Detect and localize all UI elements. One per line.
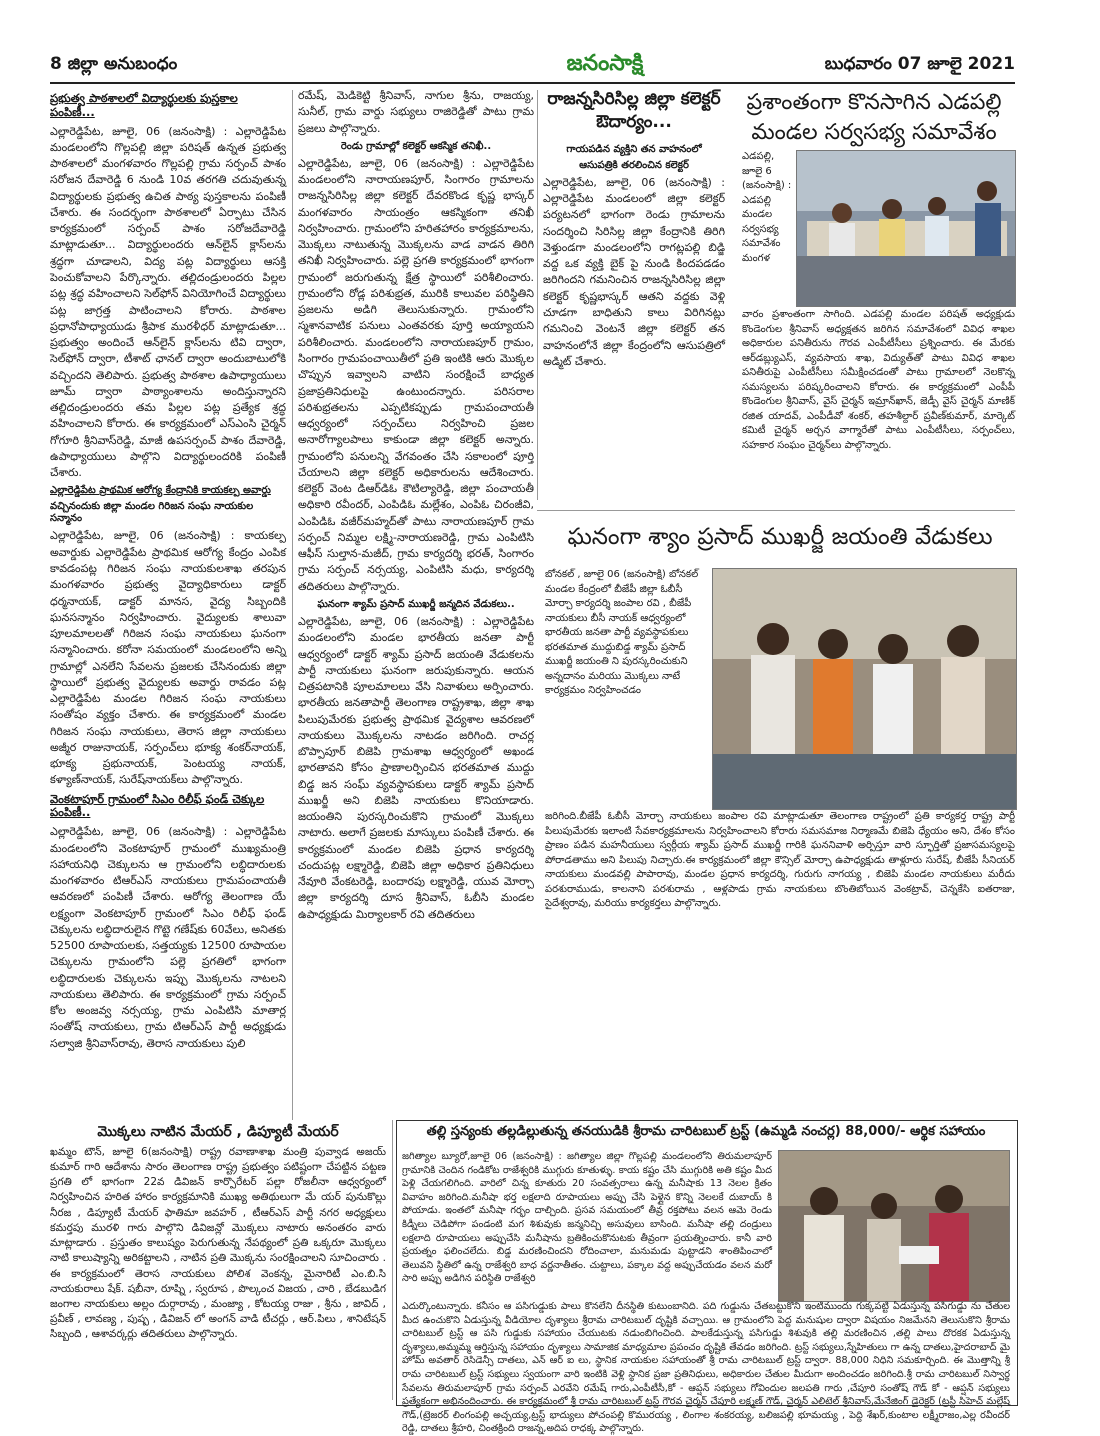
story-body-mukherjee: జరిగింది.బీజేపీ ఓబీసీ మోర్చా నాయకులు జంపాల రవి మాట్లాడుతూ తెలంగాణ రాష్ట్రంలో ప్రతి కార్యకర్త రాష్ట్ర పార్టీ పిలుపుమేరకు ఇలాంటి సేవకార్యక్రమాలను నిర్వహించాలని కోరారు సమసమాజ నిర్మాణమే బిజెపి ధ్యేయం అని, దేశం కోసం ప్రాణం పడిన మహనీయులు స్వర్గీయ శ్యామ్ ప్రసాద్ ముఖర్జీ గారికి ఘననివాళి అర్పిస్తూ వారి స్ఫూర్తితో ప్రజాసమస్యలపై పోరాడతాము అని పిలుపు నిచ్చారు.ఈ కార్యక్రమంలో జిల్లా కౌన్సిల్ మోర్చా ఉపాధ్యక్షుడు తాళ్లూరు సురేష్, బీజేపీ సీనియర్ నాయకులు మండవల్లి పాపారావు, మండల ప్రధాన కార్యదర్శి, గురుగు నాగయ్య , బిజెపి మండల నాయకులు మరీదు పరశురాముడు, కాలనాని పరశురామ , ఆళ్లపాడు గ్రామ నాయకులు బొంతిబోయిన వెంకట్రావ్, చెన్నకేసి ఐతరాజు, సైదేశ్వరావు, మరియు కార్యకర్తలు పాల్గొన్నారు. — [545, 811, 1015, 909]
story-headline-charity: తల్లి స్తన్యంకు తల్లడిల్లుతున్న తనయుడికి శ్రీరామ చారిటబుల్ ట్రస్ట్ (ఉమ్మడి నంచర్ల) 88,000/- ఆర్థిక సహాయం — [426, 1124, 986, 1139]
story-subheadline-1: గాయపడిన వ్యక్తిని తన వాహనంలో — [566, 143, 702, 155]
charity-body-block — [402, 1300, 1010, 1435]
story-headline-mayor: మొక్కలు నాటిన మేయర్ , డిప్యూటీ మేయర్ — [97, 1124, 339, 1140]
story-dateline-edapalli: ఎడపల్లి, జూలై 6 (జనంసాక్షి) : ఎడపల్లి మండల సర్వసభ్య సమావేశం మంగళ — [742, 151, 792, 264]
mayor-story — [50, 1120, 386, 1405]
edapalli-body-block — [742, 308, 1015, 508]
charity-photo — [778, 1150, 1010, 1302]
story-headline-edapalli: ప్రశాంతంగా కొనసాగిన ఎడపల్లి మండల సర్వసభ్య సమావేశం — [746, 90, 1002, 145]
story-headline-cmrf: వెంకటాపూర్ గ్రామంలో సిఎం రిలీఫ్ ఫండ్ చెక్కుల పంపిణీ.. — [50, 791, 265, 820]
meeting-photo — [796, 150, 1016, 307]
masthead — [50, 50, 1015, 84]
story-headline-collector-kindness: రాజన్నసిరిసిల్ల జిల్లా కలెక్టర్ ఔదార్యం... — [547, 89, 721, 132]
charity-lead-block — [402, 1150, 772, 1285]
column-1 — [50, 88, 286, 1113]
story-headline-mukherjee: ఘనంగా శ్యాం ప్రసాద్ ముఖర్జీ జయంతి వేడుకలు — [567, 524, 993, 550]
column-3 — [543, 88, 725, 498]
column-rule — [392, 1120, 393, 1400]
story-lead-charity: జగిత్యాల బ్యూరో,జూలై 06 (జనంసాక్షి) : జగిత్యాల జిల్లా గొల్లపల్లి మండలంలోని తిరుమలాపూర్ గ్రామానికి చెందిన గండికోట రాజేశ్వరికి ముగ్గురు కూతుళ్ళు. కాయ కష్టం చేసి ముగ్గురికి అతి కష్టం మీద పెళ్లి చేయగలిగింది. వారిలో చిన్న కూతురు 20 సంవత్సరాలు ఉన్న మనీషాకు 13 నెలల క్రితం వివాహం జరిగింది.మనీషా భర్త లక్షలాది రూపాయలు అప్పు చేసి పెళ్లైన కొన్ని నెలలకే దుబాయ్ కి పోయాడు. ఇంతలో మనీషా గర్భం దాల్చింది. ప్రసవ సమయంలో తీవ్ర రక్తపోటు వలన ఆమె రెండు కిడ్నీలు చెడిపోగా పండంటి మగ శిశువుకు జన్మనిచ్చి అసువులు బాసింది. మనీషా తల్లి దండ్రులు లక్షలాది రూపాయలు అప్పుచేసి మనీషాను బ్రతికించుకొనుటకు తీవ్రంగా ప్రయత్నించారు. కానీ వారి ప్రయత్నం ఫలించలేదు. బిడ్డ మరణించిందని రోదించాలా, మనుమడు పుట్టాడని శాంతిపించాలో తెలువని స్థితిలో ఉన్న రాజేశ్వరి బాధ వర్ణనాతీతం. చుట్టాలు, పక్కాల వద్ద అప్పుచేయడం వలన మరో సారి అప్పు అడిగిన పరిస్థితి రాజేశ్వరి — [402, 1151, 772, 1285]
column-2 — [298, 88, 534, 1118]
page-label: 8 జిల్లా అనుబంధం — [50, 54, 178, 74]
story-subheadline-2: ఆసుపత్రికి తరలించిన కలెక్టర్ — [579, 159, 689, 171]
story-headline-jayanti: ఘనంగా శ్యామ్ ప్రసాద్ ముఖర్జీ జన్మదిన వేడుకలు.. — [317, 598, 515, 610]
story-body-charity: ఎదుర్కొంటున్నారు. కనీసం ఆ పసిగుడ్డుకు పాలు కొనలేని దీనస్థితి కుటుంబానిది. పది గుడ్డును చేతబట్టుకొని ఇంటిముందు గుక్కపట్టి ఏడుస్తున్న పసిగుడ్డు ను చేతుల మీద ఉంచుకొని ఏడుస్తున్న వీడియోల దృశ్యాలు శ్రీరామ చారిటబుల్ దృష్టికి వచ్చాయి. ఆ గ్రామంలోని పెద్ద మనుషుల ద్వారా విషయం నిజమేనని తెలుసుకొని శ్రీరామ చారిటబుల్ ట్రస్ట్ ఆ పసి గుడ్డుకు సహాయం చేయుటకు నడుంబిగించింది. పాలకేడుస్తున్న పసిగుడ్డు శిశువుకి తల్లి మరణించిన ,తల్లి పాలు దొరకక ఏడుస్తున్న దృశ్యాలు,అమ్మమ్మ ఆర్తిస్తున్న సహాయం దృశ్యాలు సామాజిక మాధ్యమాల ప్రపంచం దృష్టికి తేవడం జరిగింది. ట్రస్ట్ సభ్యులు,స్నేహితులు గా ఉన్న దాతలు,హైదరాబాద్ మై హోమ్ అవతార్ రెసిడెన్సీ దాతలు, ఎన్ ఆర్ ఐ లు, స్థానిక నాయకుల సహాయంతో శ్రీ రామ చారిటబుల్ ట్రస్ట్ ద్వారా. 88,000 నిధిని సమకూర్చింది. ఈ మొత్తాన్ని శ్రీ రామ చారిటబుల్ ట్రస్ట్ సభ్యులు స్వయంగా వారి ఇంటికి వెళ్లి స్థానిక ప్రజా ప్రతినిధులు, అధికారుల చేతుల మీదుగా అందించడం జరిగింది.శ్రీ రామ చారిటబుల్ నిస్వార్థ సేవలను తిరుమలాపూర్ గ్రామ సర్పంచ్ ఎరవేని రమేష్ గారు,ఎంపీటీసీ,కో - ఆప్షన్ సభ్యులు గోవిందుల జలపతి గారు ,చేపూరి సంతోష్ గౌడ్ కో - ఆప్షన్ సభ్యులు ప్రత్యేకంగా అభినందించారు. ఈ కార్యక్రమంలో శ్రీ రామ చారిటబుల్ ట్రస్ట్ గౌరవ చైర్మన్ చేపూరి లక్ష్మణ్ గౌడ్, చైర్మన్ ఎలిటెల్ శ్రీనివాస్,మేనేజింగ్ డైరెక్టర్ (ట్రస్టీ సిహెచ్ మల్లేష్ గౌడ్,(ట్రెజరర్ లింగంపల్లి అచ్చయ్య,ట్రస్ట్ భాద్యులు పోచంపల్లి కొమురయ్య , లింగాల శంకరయ్య, బలిజపల్లి భూమయ్య , పెద్ది శేఖర్,కుంటాల లక్ష్మీరాజం,ఎల్ల రవీందర్ రెడ్డి, దాతలు శ్రీహరి, చింతక్రింది రాజన్న,అదిప రాధక్క పాల్గొన్నారు. — [402, 1301, 1010, 1435]
issue-date: బుధవారం 07 జూలై 2021 — [824, 54, 1015, 74]
story-body-mayor: ఖమ్మం టౌన్, జూలై 6(జనంసాక్షి) రాష్ట్ర రవాణాశాఖ మంత్రి పువ్వాడ అజయ్ కుమార్ గారి ఆదేశాను సారం తెలంగాణ రాష్ట్ర ప్రభుత్వం పటిష్టంగా చేపట్టిన పట్టణ ప్రగతి లో భాగంగా 22వ డివిజన్ కార్పొరేటర్ పల్లా రోజలీనా ఆధ్వర్యంలో నిర్వహించిన హరిత హారం కార్యక్రమానికి ముఖ్య అతిథులుగా మే యర్ పునుకొల్లు నీరజ , డిప్యూటీ మేయర్ ఫాతిమా జవహర్ , టీఆర్ఎస్ పార్టీ నగర అధ్యక్షులు కమర్తపు మురళి గారు పాల్గొని డివిజన్లో మొక్కలు నాటారు అనంతరం వారు మాట్లాడారు . ప్రస్తుతం కాలుష్యం పెరుగుతున్న నేపథ్యంలో ప్రతి ఒక్కరూ మొక్కలు నాటి కాలుష్యాన్ని అరికట్టాలని , నాటిన ప్రతి మొక్కను సంరక్షించాలని సూచించారు . ఈ కార్యక్రమంలో తెరాస నాయకులు పోలిశ వెంకన్న, మైనారిటీ ఎం.బి.సి నాయకురాలు షేక్. షబీనా, రూష్ని , స్వరూప , పొల్కంచ విజయ , చారి , బేడబుడిగ జంగాల నాయకులు అల్లం దుర్గారావు , మంజ్యా , కోటయ్య రాజు , శ్రీను , జావిద్ , ప్రవీణ్ , లావణ్య , పుష్ప , డివిజన్ లో అంగన్ వాడి టీచర్లు , ఆర్.పిలు , శానిటేషన్ సిబ్బంది , ఆశావర్కర్లు తదితరులు పాల్గొన్నారు. — [50, 1145, 386, 1341]
mukherjee-body-block — [545, 810, 1015, 1110]
mukherjee-lead-block — [545, 568, 705, 808]
story-lead-mukherjee: బోనకల్ , జూలై 06 (జనంసాక్షి) బోనకల్ మండల కేంద్రంలో బీజేపీ జిల్లా ఓబీసీ మోర్చా కార్యదర్శి జంపాల రవి , బీజేపీ నాయకులు బీసీ నాయక్ ఆధ్వర్యంలో భారతీయ జనతా పార్టీ వ్యవస్థాపకులు భరతమాత ముద్దుబిడ్డ శ్యామ్ ప్రసాద్ ముఖర్జీ జయంతి ని పురస్కరించుకుని అన్నదానం మరియు మొక్కలు నాటే కార్యక్రమం నిర్వహించడం — [545, 569, 699, 696]
story-body-edapalli: వారం ప్రశాంతంగా సాగింది. ఎడపల్లి మండల పరిషత్ అధ్యక్షుడు కొండెంగుల శ్రీనివాస్ అధ్యక్షతన జరిగిన సమావేశంలో వివిధ శాఖల అధికారుల పనితీరును గౌరవ ఎంపీటీసీలు ప్రశ్నించారు. ఈ మేరకు ఆర్‌డబ్ల్యుఎస్, వ్యవసాయ శాఖ, విద్యుత్‌తో పాటు వివిధ శాఖల పనితీరుపై ఎంపీటీసీలు సమీక్షించడంతో పాటు గ్రామాలలో నెలకొన్న సమస్యలను పరిష్కరించాలని కోరారు. ఈ కార్యక్రమంలో ఎంపీపీ కొండెంగుల శ్రీనివాస్, వైస్ చైర్మన్ ఇమ్రాన్‌ఖాన్, జెడ్పీ వైస్ చైర్మన్ మాణిక్ రజిత యాదవ్, ఎంపీడీవో శంకర్, తహశీల్దార్ ప్రవీణ్‌కుమార్, మార్కెట్ కమిటీ చైర్మన్ అర్చన వాగ్మారేతో పాటు ఎంపీటీసీలు, సర్పంచ్‌లు, సహకార సంఘం చైర్మన్‌లు పాల్గొన్నారు. — [742, 309, 1015, 451]
story-headline-books: ప్రభుత్వ పాఠశాలలో విద్యార్థులకు పుస్తకాల పంపిణీ... — [50, 91, 238, 119]
column-rule — [292, 90, 293, 1120]
story-body-collector-visit: ఎల్లారెడ్డిపేట, జూలై, 06 (జనంసాక్షి) : ఎల్లారెడ్డిపేట మండలంలోని నారాయణపూర్, సింగారం గ్రామాలను రాజన్నసిరిసిల్ల జిల్లా కలెక్టర్ దేవరకొండ కృష్ణ భాస్కర్ మంగళవారం సాయంత్రం ఆకస్మికంగా తనిఖీ నిర్వహించారు. గ్రామంలోని హరితహారం కార్యక్రమాలను, మొక్కలు నాటుతున్న మొక్కలను వాడ వాడన తిరిగి తనిఖీ నిర్వహించారు. పల్లె ప్రగతి కార్యక్రమంలో భాగంగా గ్రామంలో జరుగుతున్న క్షేత్ర స్థాయిలో పరిశీలించారు. గ్రామంలోని రోడ్ల పరిశుభ్రత, మురికి కాలువల పరిస్థితిని ప్రజలను అడిగి తెలుసుకున్నారు. గ్రామంలోని స్మశానవాటిక పనులు ఎంతవరకు పూర్తి అయ్యాయని పరిశీలించారు. మండలంలోని నారాయణపూర్ గ్రామం, సింగారం గ్రామపంచాయితీలో ప్రతి ఇంటికి ఆరు మొక్కల చొప్పున ఇవ్వాలని వాటిని సంరక్షించే బాధ్యత ప్రజాప్రతినిధులపై ఉంటుందన్నారు. పరిసరాల పరిశుభ్రతలను ఎప్పటికప్పుడు గ్రామపంచాయతీ ఆధ్వర్యంలో సర్పంచ్‌లు నిర్వహించి ప్రజల అనారోగ్యాలపాలు కాకుండా జిల్లా కలెక్టర్ అన్నారు. గ్రామంలోని పనులన్ని వేగవంతం చేసి సకాలంలో పూర్తి చేయాలని జిల్లా కలెక్టర్ అధికారులను ఆదేశించారు. కలెక్టర్ వెంట డిఆర్‌డిఓ కౌటిల్యారెడ్డి, జిల్లా పంచాయతీ అధికారి రవీందర్, ఎంపిడిఓ మల్లేశం, ఎంపిఓ చిరంజీవి, ఎంపిడిఓ వజీర్‌మహ్మద్‌తో పాటు నారాయణపూర్ గ్రామ సర్పంచ్ నిమ్మల లక్ష్మి-నారాయణరెడ్డి, గ్రామ ఎంపిటిసి ఆఫీస్ సుల్తాన-మజీద్, గ్రామ కార్యదర్శి భరత్, సింగారం గ్రామ సర్పంచ్ నర్సయ్య, ఎంపిటిసి మధు, కార్యదర్శి తదితరులు పాల్గొన్నారు. — [298, 156, 534, 593]
story-headline-collector-visit: రెండు గ్రామాల్లో కలెక్టర్ ఆకస్మిక తనిఖీ.. — [340, 140, 492, 152]
story-body-continued: రమేష్, మెడికెట్టి శ్రీనివాస్, నాగుల శ్రీను, రాజయ్య, సునీల్, గ్రామ వార్డు సభ్యులు రాజిరెడ్డితో పాటు గ్రామ ప్రజలు పాల్గొన్నారు. — [298, 89, 534, 135]
charity-spacer — [402, 1240, 774, 1302]
story-body-jayanti: ఎల్లారెడ్డిపేట, జూలై, 06 (జనంసాక్షి) : ఎల్లారెడ్డిపేట మండలంలోని మండల భారతీయ జనతా పార్టీ ఆధ్వర్యంలో డాక్టర్ శ్యామ్ ప్రసాద్ జయంతి వేడుకలను పార్టీ నాయకులు ఘనంగా జరుపుకున్నారు. ఆయన చిత్రపటానికి పూలమాలలు వేసి నివాళులు అర్పించారు. భారతీయ జనతాపార్టీ తెలంగాణ రాష్ట్రశాఖ, జిల్లా శాఖ పిలుపుమేరకు ప్రభుత్వ ప్రాథమిక వైద్యశాల ఆవరణలో నాయకులు మొక్కలను నాటడం జరిగింది. రాచర్ల బొప్పాపూర్ బిజెపి గ్రామశాఖ ఆధ్వర్యంలో అఖండ భారతావని కోసం ప్రాణాలర్పించిన భరతమాత ముద్దు బిడ్డ జన సంఘ్ వ్యవస్థాపకులు డాక్టర్ శ్యామ్ ప్రసాద్ ముఖర్జీ అని బిజెపి నాయకులు కొనియాడారు. జయంతిని పురస్కరించుకొని గ్రామంలో మొక్కలు నాటారు. అలాగే ప్రజలకు మాస్కులు పంపిణీ చేశారు. ఈ కార్యక్రమంలో మండల బిజెపి ప్రధాన కార్యదర్శి చందుపట్ల లక్ష్మారెడ్డి, బిజెపి జిల్లా అధికార ప్రతినిధులు నేవూరి వేంకటరెడ్డి, బందారపు లక్ష్మారెడ్డి, యువ మోర్చా జిల్లా కార్యదర్శి దూస శ్రీనివాస్, ఓబీసి మండల ఉపాధ్యక్షుడు మిర్యాలకార్ రవి తదితరులు — [298, 614, 534, 921]
mukherjee-headline-block — [545, 522, 1015, 570]
column-rule — [537, 90, 538, 500]
edapalli-dateline-block — [742, 150, 792, 300]
story-body-cmrf: ఎల్లారెడ్డిపేట, జూలై, 06 (జనంసాక్షి) : ఎల్లారెడ్డిపేట మండలంలోని వెంకటాపూర్ గ్రామంలో ముఖ్యమంత్రి సహాయనిధి చెక్కులను ఆ గ్రామంలోని లబ్ధిదారులకు మంగళవారం టిఆర్ఎస్ నాయకులు గ్రామపంచాయతీ ఆవరణలో పంపిణీ చేశారు. ఆరోగ్య తెలంగాణ యే లక్ష్యంగా వెంకటాపూర్ గ్రామంలో సిఎం రిలీఫ్ ఫండ్ చెక్కులను లబ్ధిదారులైన గొట్టె గణేష్‌కు 60వేలు, అనితకు 52500 రూపాయలకు, సత్తయ్యకు 12500 రూపాయల చెక్కులను గ్రామంలోని పల్లె ప్రగతిలో భాగంగా లబ్ధిదారులకు చెక్కులను ఇప్పు మొక్కలను నాటలని నాయకులు తెలిపారు. ఈ కార్యక్రమంలో గ్రామ సర్పంచ్ కోల అంజవ్వ నర్సయ్య, గ్రామ ఎంపిటిసి మాతార్ల సంతోష్ నాయకులు, గ్రామ టిఆర్ఎస్ పార్టీ అధ్యక్షుడు సల్వాజి శ్రీనివాస్‌రావు, తెరాస నాయకులు పులి — [50, 825, 286, 1050]
jayanti-event-photo — [712, 568, 1017, 810]
story-subheadline-award: వచ్చినందుకు జిల్లా మండల గిరిజన సంఘ నాయకుల సన్మానం — [50, 501, 254, 525]
section-rule — [537, 510, 1015, 511]
newspaper-logo: జనంసాక్షి — [566, 50, 644, 76]
story-body-award: ఎల్లారెడ్డిపేట, జూలై, 06 (జనంసాక్షి) : కాయకల్ప అవార్డుకు ఎల్లారెడ్డిపేట ప్రాథమిక ఆరోగ్య కేంద్రం ఎంపిక కావడంపట్ల గిరిజన సంఘ నాయకులశాఖ తరపున మంగళవారం ప్రభుత్వ వైద్యాధికారులు డాక్టర్ ధర్మనాయక్, డాక్టర్ మానస, వైద్య సిబ్బందికి ఘనసన్మానం నిర్వహించారు. వైద్యులకు శాలువా పూలమాలలతో గిరిజన సంఘ నాయకులు ఘనంగా సన్మానించారు. కరోనా సమయంలో మండలంలోని అన్ని గ్రామాల్లో ఎనలేని సేవలను ప్రజలకు చేసినందుకు జిల్లా స్థాయిలో ప్రభుత్వ వైద్యులకు అవార్డు రావడం పట్ల ఎల్లారెడ్డిపేట మండల గిరిజన సంఘ నాయకులు సంతోషం వ్యక్తం చేశారు. ఈ కార్యక్రమంలో మండల గిరిజన సంఘ నాయకులు, తెరాస జిల్లా నాయకులు అజ్మీర రాజునాయక్, సర్పంచ్‌లు భూక్య శంకర్‌నాయక్, భూక్య ప్రభునాయక్, పెంటయ్య నాయక్, కళ్యాణ్‌నాయక్, సురేష్‌నాయక్‌లు పాల్గొన్నారు. — [50, 529, 286, 787]
edapalli-headline-block — [733, 88, 1015, 158]
story-body-books: ఎల్లారెడ్డిపేట, జూలై, 06 (జనంసాక్షి) : ఎల్లారెడ్డిపేట మండలంలోని గొల్లపల్లి జిల్లా పరిషత్ ఉన్నత ప్రభుత్వ పాఠశాలలో మంగళవారం గొల్లపల్లి గ్రామ సర్పంచ్ పాశం సరోజన దేవారెడ్డి 6 నుండి 10వ తరగతి చదువుతున్న విద్యార్థులకు ప్రభుత్వ ఉచిత పాఠ్య పుస్తకాలను పంపిణీ చేశారు. ఈ సందర్భంగా పాఠశాలలో ఏర్పాటు చేసిన కార్యక్రమంలో సర్పంచ్ పాశం సరోజదేవారెడ్డి మాట్లాడుతూ... విద్యార్థులందరు ఆన్‌లైన్ క్లాస్‌లను శ్రద్ధగా చూడాలని, విద్య పట్ల విద్యార్థులు ఆసక్తి పెంచుకోవాలని పేర్కొన్నారు. తల్లిదండ్రులందరు పిల్లల పట్ల శ్రద్ధ వహించాలని సెల్‌ఫోన్ వినియోగించే విద్యార్థులు పట్ల జాగ్రత్త పాటించాలని కోరారు. పాఠశాల ప్రధానోపాధ్యాయుడు శ్రీపాక మురళీధర్ మాట్లాడుతూ... ప్రభుత్వం అందించే ఆన్‌లైన్ క్లాస్‌లను టివి ద్వారా, సెల్‌ఫోన్ ద్వారా, టీశాట్ ఛానల్ ద్వారా అందుబాటులోకి వచ్చిందని తెలిపారు. ప్రభుత్వ పాఠశాల ఉపాధ్యాయులు జూమ్ ద్వారా పాఠ్యాంశాలను అందిస్తున్నారని తల్లిదండ్రులందరు తమ పిల్లల పట్ల ప్రత్యేక శ్రద్ధ వహించాలని కోరారు. ఈ కార్యక్రమంలో ఎస్ఎంసి చైర్మన్ గోగూరి శ్రీనివాస్‌రెడ్డి, మాజీ ఉపసర్పంచ్ పాశం దేవారెడ్డి, ఉపాధ్యాయులు పాల్గొని విద్యార్థులందరికి పంపిణీ చేశారు. — [50, 124, 286, 480]
charity-headline-block — [402, 1124, 1010, 1152]
story-headline-award: ఎల్లారెడ్డిపేట ప్రాథమిక ఆరోగ్య కేంద్రానికి కాయకల్ప అవార్డు — [50, 485, 271, 497]
story-body-collector-kindness: ఎల్లారెడ్డిపేట, జూలై, 06 (జనంసాక్షి) : ఎల్లారెడ్డిపేట మండలంలో జిల్లా కలెక్టర్ పర్యటనలో భాగంగా రెండు గ్రామాలను సందర్శించి సిరిసిల్ల జిల్లా కేంద్రానికి తిరిగి వెళ్తుండగా మండలంలోని రాగట్లపల్లి బిడ్జి వద్ద ఒక వ్యక్తి బైక్ పై నుండి కిందపడడం జరిగిందని గమనించిన రాజన్నసిరిసిల్ల జిల్లా కలెక్టర్ కృష్ణభాస్కర్ ఆతని వద్దకు వెళ్లి చూడగా బాధితుని కాలు విరిగినట్లు గమనించి వెంటనే జిల్లా కలెక్టర్ తన వాహనంలోనే జిల్లా కేంద్రంలోని ఆసుపత్రిలో అడ్మిట్ చేశారు. — [543, 175, 725, 368]
